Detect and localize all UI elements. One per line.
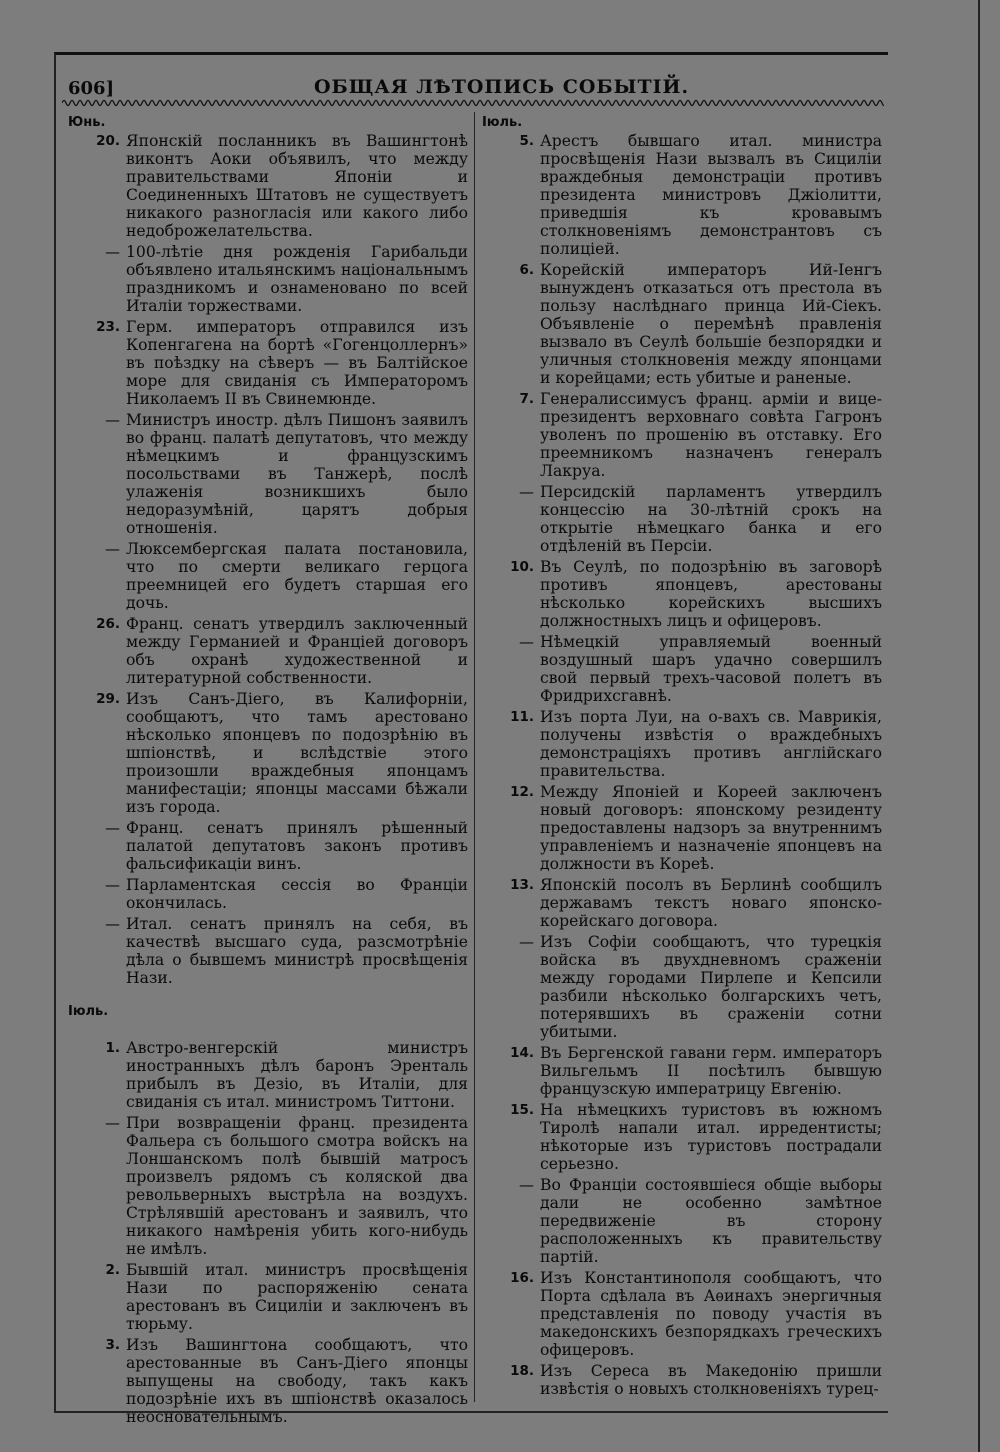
chronicle-entry bbox=[482, 876, 882, 930]
entry-text: Бывшій итал. министръ просвѣщенія Нази по распоряженію сената арестованъ въ Сициліи и заключенъ въ тюрьму. bbox=[126, 1261, 468, 1333]
entry-date: — bbox=[105, 243, 120, 261]
page-title: ОБЩАЯ ЛѢТОПИСЬ СОБЫТІЙ. bbox=[314, 76, 690, 98]
entry-text: 100-лѣтіе дня рожденія Гарибальди объявлено итальянскимъ національнымъ праздникомъ и ознаменовано по всей Италіи торжествами. bbox=[126, 243, 468, 315]
left-column bbox=[68, 114, 468, 1429]
page-number: 606] bbox=[68, 78, 115, 99]
entry-text: Герм. императоръ отправился изъ Копенгагена на бортѣ «Гогенцоллернъ» въ поѣздку на сѣверъ — въ Балтійское море для свиданія съ Императоромъ Николаемъ II въ Свинемюнде. bbox=[126, 318, 468, 408]
entry-text: Во Франціи состоявшіеся общіе выборы дали не особенно замѣтное передвиженіе въ сторону расположенныхъ къ правительству партій. bbox=[540, 1176, 882, 1266]
entry-date: — bbox=[519, 1176, 534, 1194]
chronicle-entry bbox=[68, 540, 468, 612]
chronicle-entry bbox=[68, 915, 468, 987]
entry-text: Въ Сеулѣ, по подозрѣнію въ заговорѣ противъ японцевъ, арестованы нѣсколько корейскихъ высшихъ должностныхъ лицъ и офицеровъ. bbox=[540, 558, 882, 630]
entry-date: 12. bbox=[510, 784, 534, 800]
entry-text: Австро-венгерскій министръ иностранныхъ дѣлъ баронъ Эренталь прибылъ въ Дезіо, въ Италіи, для свиданія съ итал. министромъ Титтони. bbox=[126, 1039, 468, 1111]
chronicle-entry bbox=[482, 783, 882, 873]
chronicle-entry bbox=[68, 1039, 468, 1111]
chronicle-entry bbox=[482, 1101, 882, 1173]
entry-text: Изъ Санъ-Діего, въ Калифорніи, сообщаютъ, что тамъ арестовано нѣсколько японцевъ по подозрѣнію въ шпіонствѣ, и вслѣдствіе этого произошли враждебныя японцамъ манифестаціи; японцы массами бѣжали изъ города. bbox=[126, 690, 468, 816]
entry-text: Парламентская сессія во Франціи окончилась. bbox=[126, 876, 468, 912]
entry-date: — bbox=[519, 483, 534, 501]
wavy-divider bbox=[62, 97, 884, 109]
entry-text: При возвращеніи франц. президента Фальера съ большого смотра войскъ на Лоншанскомъ полѣ бывшій матросъ произвелъ рядомъ съ коляской два револьверныхъ выстрѣла на воздухъ. Стрѣлявшій арестованъ и заявилъ, что никакого намѣренія убить кого-нибудь не имѣлъ. bbox=[126, 1114, 468, 1258]
entry-text: Франц. сенатъ утвердилъ заключенный между Германией и Франціей договоръ объ охранѣ художественной и литературной собственности. bbox=[126, 615, 468, 687]
entry-date: 23. bbox=[96, 319, 120, 335]
entry-date: 7. bbox=[519, 391, 534, 407]
entry-date: — bbox=[105, 540, 120, 558]
entry-text: Изъ порта Луи, на о-вахъ св. Маврикія, получены извѣстія о враждебныхъ демонстраціяхъ противъ англійскаго правительства. bbox=[540, 708, 882, 780]
entry-text: Нѣмецкій управляемый военный воздушный шаръ удачно совершилъ свой первый трехъ-часовой полетъ въ Фридрихсгавнѣ. bbox=[540, 633, 882, 705]
entry-text: Корейскій императоръ Ий-Іенгъ вынужденъ отказаться отъ престола въ пользу наслѣднаго принца Ий-Сіекъ. Объявленіе о перемѣнѣ правленія вызвало въ Сеулѣ большіе безпорядки и уличныя столкновенія между японцами и корейцами; есть убитые и раненые. bbox=[540, 261, 882, 387]
chronicle-entry bbox=[68, 1114, 468, 1258]
chronicle-entry bbox=[68, 1336, 468, 1426]
column-divider bbox=[474, 112, 475, 1402]
entry-date: 15. bbox=[510, 1102, 534, 1118]
left-entries bbox=[68, 132, 468, 987]
month-heading: Юнь. bbox=[68, 115, 106, 130]
entry-date: 14. bbox=[510, 1045, 534, 1061]
chronicle-entry bbox=[68, 615, 468, 687]
entry-date: — bbox=[105, 915, 120, 933]
entry-text: Министръ иностр. дѣлъ Пишонъ заявилъ во франц. палатѣ депутатовъ, что между нѣмецкимъ и французскимъ посольствами въ Танжерѣ, послѣ улаженія возникшихъ было недоразумѣній, царятъ добрыя отношенія. bbox=[126, 411, 468, 537]
entry-text: Японскій посолъ въ Берлинѣ сообщилъ державамъ текстъ новаго японско-корейскаго договора. bbox=[540, 876, 882, 930]
entry-text: Франц. сенатъ принялъ рѣшенный палатой депутатовъ законъ противъ фальсификаціи винъ. bbox=[126, 819, 468, 873]
right-entries bbox=[482, 132, 882, 1398]
entry-text: Арестъ бывшаго итал. министра просвѣщенія Нази вызвалъ въ Сициліи враждебныя демонстраціи противъ президента министровъ Джіолитти, приведшія къ кровавымъ столкновеніямъ демонстрантовъ съ полиціей. bbox=[540, 132, 882, 258]
entry-date: 10. bbox=[510, 559, 534, 575]
chronicle-entry bbox=[68, 690, 468, 816]
entry-date: — bbox=[519, 933, 534, 951]
entry-date: — bbox=[105, 411, 120, 429]
entry-text: Изъ Вашингтона сообщаютъ, что арестованные въ Санъ-Діего японцы выпущены на свободу, такъ какъ подозрѣніе ихъ въ шпіонствѣ оказалось неосновательнымъ. bbox=[126, 1336, 468, 1426]
chronicle-entry bbox=[482, 1176, 882, 1266]
entry-date: 3. bbox=[105, 1337, 120, 1353]
entry-date: 13. bbox=[510, 877, 534, 893]
chronicle-entry bbox=[482, 1362, 882, 1398]
entry-text: Генералиссимусъ франц. арміи и вице-президентъ верховнаго совѣта Гагронъ уволенъ по прошенію въ отставку. Его преемникомъ назначенъ генералъ Лакруа. bbox=[540, 390, 882, 480]
chronicle-entry bbox=[68, 243, 468, 315]
chronicle-entry bbox=[482, 633, 882, 705]
entry-text: Японскій посланникъ въ Вашингтонѣ виконтъ Аоки объявилъ, что между правительствами Японіи и Соединенныхъ Штатовъ не существуетъ никакого разногласія или какого либо недоброжелательства. bbox=[126, 132, 468, 240]
chronicle-entry bbox=[482, 1269, 882, 1359]
entry-date: 5. bbox=[519, 133, 534, 149]
chronicle-entry bbox=[482, 558, 882, 630]
chronicle-entry bbox=[482, 390, 882, 480]
entry-date: 11. bbox=[510, 709, 534, 725]
entry-text: Изъ Сереса въ Македонію пришли извѣстія о новыхъ столкновеніяхъ турец- bbox=[540, 1362, 882, 1398]
entry-text: На нѣмецкихъ туристовъ въ южномъ Тиролѣ напали итал. ирредентисты; нѣкоторые изъ туристовъ пострадали серьезно. bbox=[540, 1101, 882, 1173]
entry-date: 18. bbox=[510, 1363, 534, 1379]
entry-text: Между Японіей и Кореей заключенъ новый договоръ: японскому резиденту предоставлены надзоръ за внутреннимъ управленіемъ и назначеніе японцевъ на должности въ Кореѣ. bbox=[540, 783, 882, 873]
entry-date: — bbox=[519, 633, 534, 651]
chronicle-entry bbox=[68, 819, 468, 873]
entry-text: Персидскій парламентъ утвердилъ концессію на 30-лѣтній срокъ на открытіе нѣмецкаго банка и его отдѣленій въ Персіи. bbox=[540, 483, 882, 555]
entry-text: Изъ Софіи сообщаютъ, что турецкія войска въ двухдневномъ сраженіи между городами Пирлепе и Кепсили разбили нѣсколько болгарскихъ четъ, потерявшихъ въ сраженіи сотни убитыми. bbox=[540, 933, 882, 1041]
entry-date: 29. bbox=[96, 691, 120, 707]
entry-text: Люксембергская палата постановила, что по смерти великаго герцога преемницей его будетъ старшая его дочь. bbox=[126, 540, 468, 612]
chronicle-entry bbox=[482, 708, 882, 780]
chronicle-entry bbox=[482, 261, 882, 387]
chronicle-entry bbox=[482, 483, 882, 555]
right-column bbox=[482, 114, 882, 1401]
left-entries-july bbox=[68, 1039, 468, 1426]
chronicle-entry bbox=[482, 1044, 882, 1098]
entry-date: — bbox=[105, 876, 120, 894]
chronicle-entry bbox=[68, 132, 468, 240]
page-edge-line bbox=[978, 0, 980, 1452]
entry-date: 6. bbox=[519, 262, 534, 278]
entry-date: 16. bbox=[510, 1270, 534, 1286]
chronicle-entry bbox=[68, 876, 468, 912]
entry-text: Изъ Константинополя сообщаютъ, что Порта сдѣлала въ Аѳинахъ энергичныя представленія по поводу участія въ македонскихъ безпорядкахъ греческихъ офицеровъ. bbox=[540, 1269, 882, 1359]
chronicle-entry bbox=[68, 318, 468, 408]
entry-date: 26. bbox=[96, 616, 120, 632]
entry-date: 2. bbox=[105, 1262, 120, 1278]
entry-date: 1. bbox=[105, 1040, 120, 1056]
entry-text: Въ Бергенской гавани герм. императоръ Вильгельмъ II посѣтилъ бывшую французскую императрицу Евгенію. bbox=[540, 1044, 882, 1098]
chronicle-entry bbox=[482, 933, 882, 1041]
chronicle-entry bbox=[68, 411, 468, 537]
chronicle-entry bbox=[482, 132, 882, 258]
entry-text: Итал. сенатъ принялъ на себя, въ качествѣ высшаго суда, разсмотрѣніе дѣла о бывшемъ министрѣ просвѣщенія Нази. bbox=[126, 915, 468, 987]
month-heading: Іюль. bbox=[68, 1004, 109, 1019]
month-heading: Іюль. bbox=[482, 115, 523, 130]
entry-date: — bbox=[105, 1114, 120, 1132]
chronicle-entry bbox=[68, 1261, 468, 1333]
entry-date: — bbox=[105, 819, 120, 837]
entry-date: 20. bbox=[96, 133, 120, 149]
